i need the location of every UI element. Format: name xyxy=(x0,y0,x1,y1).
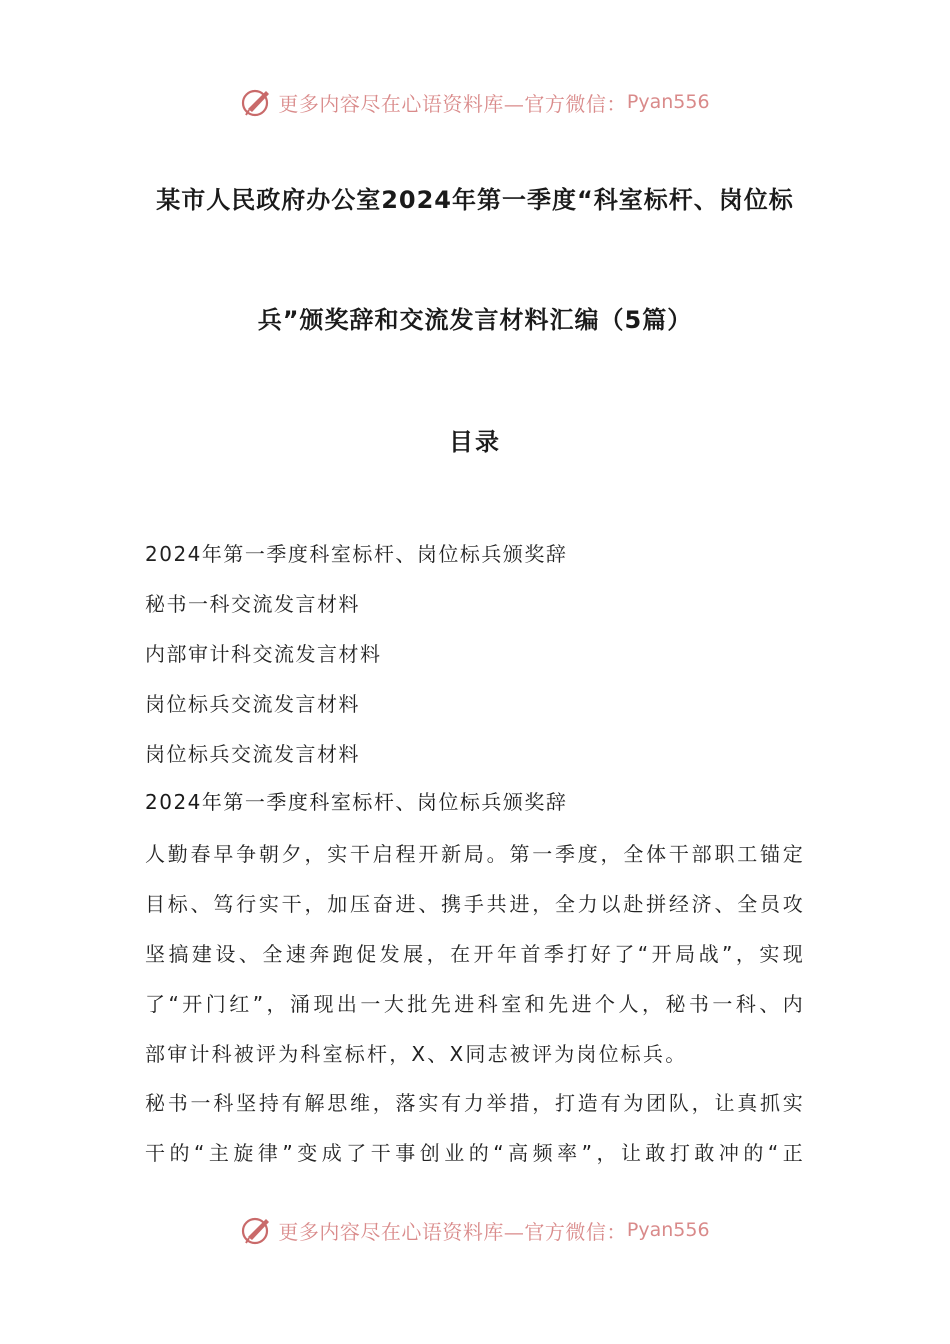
footer-watermark xyxy=(0,1210,950,1250)
toc-item[interactable]: 秘书一科交流发言材料 xyxy=(145,592,360,616)
toc-item[interactable]: 内部审计科交流发言材料 xyxy=(145,642,382,666)
toc-item[interactable]: 岗位标兵交流发言材料 xyxy=(145,742,360,766)
toc-heading: 目录 xyxy=(449,428,501,456)
header-watermark xyxy=(0,82,950,122)
paragraph-line: 人勤春早争朝夕，实干启程开新局。第一季度，全体干部职工锚定 xyxy=(145,842,805,866)
paragraph-line: 干的“主旋律”变成了干事创业的“高频率”，让敢打敢冲的“正 xyxy=(145,1141,805,1165)
body-paragraph-1 xyxy=(145,829,805,1079)
toc-item[interactable]: 2024年第一季度科室标杆、岗位标兵颁奖辞 xyxy=(145,542,568,566)
table-of-contents xyxy=(145,538,567,788)
quill-logo-icon xyxy=(240,1213,274,1247)
paragraph-line: 部审计科被评为科室标杆，X、X同志被评为岗位标兵。 xyxy=(145,1042,688,1066)
paragraph-line: 目标、笃行实干，加压奋进、携手共进，全力以赴拼经济、全员攻 xyxy=(145,892,805,916)
paragraph-line: 了“开门红”，涌现出一大批先进科室和先进个人，秘书一科、内 xyxy=(145,992,805,1016)
quill-logo-icon xyxy=(240,85,274,119)
document-title-line-1: 某市人民政府办公室2024年第一季度“科室标杆、岗位标 xyxy=(156,186,794,214)
watermark-text: 更多内容尽在心语资料库—官方微信： xyxy=(278,91,627,116)
paragraph-line: 秘书一科坚持有解思维，落实有力举措，打造有为团队，让真抓实 xyxy=(145,1091,805,1115)
toc-item[interactable]: 岗位标兵交流发言材料 xyxy=(145,692,360,716)
watermark-text: 更多内容尽在心语资料库—官方微信： xyxy=(278,1219,627,1244)
section-title: 2024年第一季度科室标杆、岗位标兵颁奖辞 xyxy=(145,790,568,814)
watermark-wechat-id: Pyan556 xyxy=(626,1219,710,1241)
paragraph-line: 坚搞建设、全速奔跑促发展，在开年首季打好了“开局战”，实现 xyxy=(145,942,805,966)
document-title-line-2: 兵”颁奖辞和交流发言材料汇编（5篇） xyxy=(257,306,693,334)
body-paragraph-2 xyxy=(145,1078,805,1178)
watermark-wechat-id: Pyan556 xyxy=(626,91,710,113)
